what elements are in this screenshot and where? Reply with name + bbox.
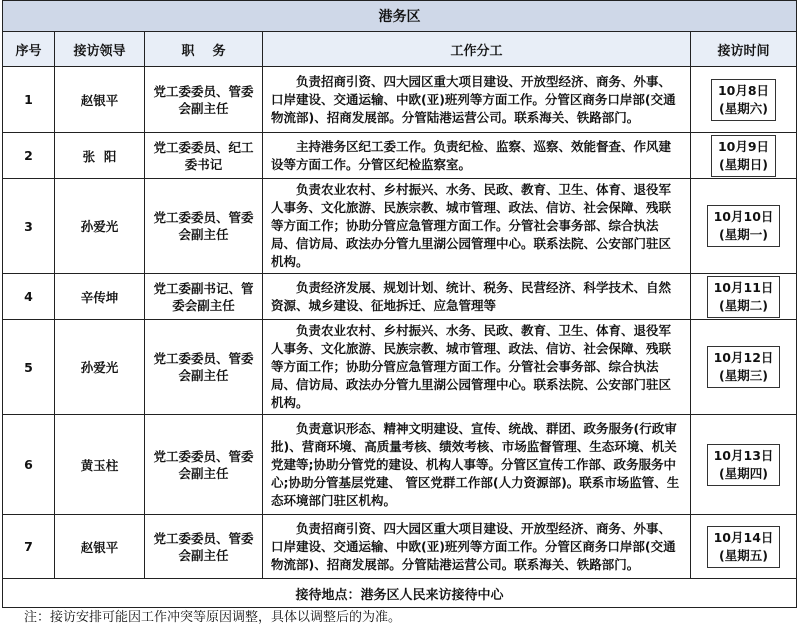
weekday: (星期六): [719, 100, 768, 116]
leader-position: 党工委委员、管委会副主任: [145, 320, 263, 415]
row-num: 5: [3, 320, 55, 415]
leader-name: 辛传坤: [55, 274, 145, 320]
table-row: [3, 515, 797, 579]
row-num: 7: [3, 515, 55, 579]
weekday: (星期四): [719, 465, 768, 481]
date: 10月13日: [713, 447, 774, 463]
reception-location: 接待地点：港务区人民来访接待中心: [3, 579, 797, 608]
duty-text: 负责经济发展、规划计划、统计、税务、民营经济、科学技术、自然资源、城乡建设、征地拆迁、应急管理等: [263, 274, 691, 320]
date-box: [707, 526, 781, 568]
date: 10月10日: [713, 209, 774, 224]
schedule-sheet: [2, 0, 796, 608]
leader-name: 黄玉柱: [55, 415, 145, 515]
header-leader: 接访领导: [55, 32, 145, 67]
duty-text: 负责意识形态、精神文明建设、宣传、统战、群团、政务服务(行政审批)、营商环境、高质量考核、绩效考核、市场监督管理、生态环境、机关党建等;协助分管党的建设、机构人事等。分管区宣传工作部、政务服务中心;协助分管基层党建、 管区党群工作部(人力资源部)。联系市场监管、生态环境部门驻区机构。: [263, 415, 691, 515]
header-time: 接访时间: [691, 32, 797, 67]
leader-name: 赵银平: [55, 67, 145, 133]
table-row: [3, 320, 797, 415]
reception-schedule-table: [2, 0, 797, 608]
date: 10月14日: [713, 529, 774, 545]
row-num: 4: [3, 274, 55, 320]
weekday: (星期二): [719, 297, 768, 313]
weekday: (星期三): [719, 368, 768, 383]
row-num: 6: [3, 415, 55, 515]
header-row: [3, 32, 797, 67]
leader-position: 党工委副书记、管委会副主任: [145, 274, 263, 320]
row-num: 1: [3, 67, 55, 133]
date: 10月9日: [717, 138, 770, 154]
row-num: 3: [3, 179, 55, 274]
weekday: (星期五): [719, 547, 768, 563]
leader-name: 赵银平: [55, 515, 145, 579]
table-row: [3, 67, 797, 133]
table-row: [3, 415, 797, 515]
leader-position: 党工委委员、管委会副主任: [145, 67, 263, 133]
date-box: [711, 79, 776, 121]
header-num: 序号: [3, 32, 55, 67]
adjustment-note: 注：接访安排可能因工作冲突等原因调整，具体以调整后的为准。: [24, 610, 402, 625]
date: 10月11日: [713, 279, 774, 295]
date: 10月12日: [713, 350, 774, 365]
table-title: 港务区: [3, 1, 797, 32]
date-box: [707, 444, 781, 486]
leader-name: 孙爱光: [55, 179, 145, 274]
table-row: [3, 179, 797, 274]
leader-position: 党工委委员、管委会副主任: [145, 415, 263, 515]
date-box: [707, 205, 781, 247]
header-position: 职 务: [145, 32, 263, 67]
duty-text: 负责招商引资、四大园区重大项目建设、开放型经济、商务、外事、口岸建设、交通运输、中欧(亚)班列等方面工作。分管区商务口岸部(交通物流部)、招商发展部。分管陆港运营公司。联系海关、铁路部门。: [263, 515, 691, 579]
table-row: [3, 274, 797, 320]
duty-text: 负责农业农村、乡村振兴、水务、民政、教育、卫生、体育、退役军人事务、文化旅游、民族宗教、城市管理、政法、信访、社会保障、残联等方面工作；协助分管应急管理方面工作。分管社会事务部、综合执法局、信访局、政法办分管九里湖公园管理中心。联系法院、公安部门驻区机构。: [263, 179, 691, 274]
leader-position: 党工委委员、纪工委书记: [145, 133, 263, 179]
leader-name: 孙爱光: [55, 320, 145, 415]
weekday: (星期一): [719, 227, 768, 242]
duty-text: 负责农业农村、乡村振兴、水务、民政、教育、卫生、体育、退役军人事务、文化旅游、民族宗教、城市管理、政法、信访、社会保障、残联等方面工作；协助分管应急管理方面工作。分管社会事务部、综合执法局、信访局、政法办分管九里湖公园管理中心。联系法院、公安部门驻区机构。: [263, 320, 691, 415]
duty-text: 负责招商引资、四大园区重大项目建设、开放型经济、商务、外事、口岸建设、交通运输、中欧(亚)班列等方面工作。分管区商务口岸部(交通物流部)、招商发展部。分管陆港运营公司。联系海关、铁路部门。: [263, 67, 691, 133]
leader-position: 党工委委员、管委会副主任: [145, 179, 263, 274]
date-box: [711, 135, 776, 177]
leader-position: 党工委委员、管委会副主任: [145, 515, 263, 579]
duty-text: 主持港务区纪工委工作。负责纪检、监察、巡察、效能督查、作风建设等方面工作。分管区纪检监察室。: [263, 133, 691, 179]
date-box: [707, 276, 781, 318]
date-box: [707, 346, 781, 388]
leader-name: 张 阳: [55, 133, 145, 179]
table-row: [3, 133, 797, 179]
header-duty: 工作分工: [263, 32, 691, 67]
weekday: (星期日): [719, 156, 768, 172]
date: 10月8日: [717, 82, 770, 98]
row-num: 2: [3, 133, 55, 179]
